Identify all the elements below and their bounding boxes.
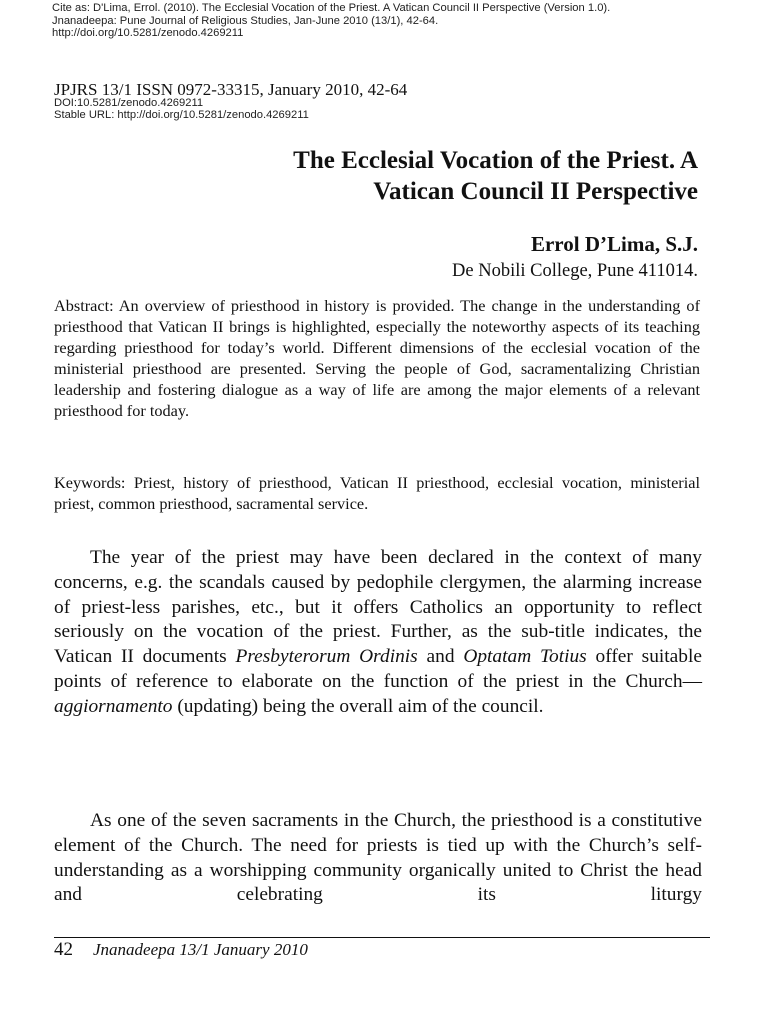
- doi-line: DOI:10.5281/zenodo.4269211: [54, 97, 204, 109]
- doi-block: [54, 98, 309, 121]
- citation-line: Cite as: D'Lima, Errol. (2010). The Ecclesial Vocation of the Priest. A Vatican Council II Perspective (Version 1.0).: [52, 2, 611, 14]
- page-number: 42: [54, 939, 73, 960]
- footer-journal: Jnanadeepa 13/1 January 2010: [93, 940, 308, 959]
- author-name: Errol D’Lima, S.J.: [530, 232, 698, 256]
- paragraph-text: (updating) being the overall aim of the council.: [172, 695, 544, 717]
- paragraph-text: offer suitable points of reference to elaborate on the function of the priest in the Church—: [54, 646, 702, 692]
- journal-reference: JPJRS 13/1 ISSN 0972-33315, January 2010, 42-64: [54, 80, 408, 99]
- document-title-italic: Optatam Totius: [463, 646, 587, 668]
- body-paragraph: As one of the seven sacraments in the Church, the priesthood is a constitutive element of the Church. The need for priests is tied up with the Church’s self-understanding as a worshipping community organically united to Christ the head and celebrating its liturgy: [54, 810, 702, 906]
- document-title-italic: Presbyterorum Ordinis: [235, 646, 418, 668]
- citation-link[interactable]: http://doi.org/10.5281/zenodo.4269211: [52, 27, 244, 39]
- term-italic: aggiornamento: [54, 695, 173, 717]
- article-title: [58, 145, 698, 207]
- title-line: Vatican Council II Perspective: [373, 178, 698, 205]
- body-paragraph: [54, 546, 702, 720]
- author-affiliation: De Nobili College, Pune 411014.: [452, 261, 698, 281]
- paragraph-text: The year of the priest may have been declared in the context of many concerns, e.g. the scandals caused by pedophile clergymen, the alarming increase of priest-less parishes, etc., but it offers Catholics an opportunity to reflect seriously on the vocation of the priest. Further, as the sub-title indicates, the Vatican II documents: [54, 547, 702, 668]
- paragraph-text: and: [417, 646, 464, 668]
- keywords: Keywords: Priest, history of priesthood, Vatican II priesthood, ecclesial vocation, ministerial priest, common priesthood, sacramental service.: [54, 473, 700, 513]
- page-footer: [54, 939, 308, 961]
- abstract: Abstract: An overview of priesthood in history is provided. The change in the understanding of priesthood that Vatican II brings is highlighted, especially the noteworthy aspects of its teaching regarding priesthood for today’s world. Different dimensions of the ecclesial vocation of the ministerial priesthood are presented. Serving the people of God, sacramentalizing Christian leadership and fostering dialogue as a way of life are among the major elements of a relevant priesthood for today.: [54, 296, 700, 420]
- title-line: The Ecclesial Vocation of the Priest. A: [293, 147, 698, 174]
- stable-url[interactable]: Stable URL: http://doi.org/10.5281/zenodo.4269211: [54, 108, 309, 121]
- citation-line: Jnanadeepa: Pune Journal of Religious Studies, Jan-June 2010 (13/1), 42-64.: [52, 14, 439, 27]
- footer-divider: [54, 937, 710, 938]
- citation-header: [52, 2, 767, 40]
